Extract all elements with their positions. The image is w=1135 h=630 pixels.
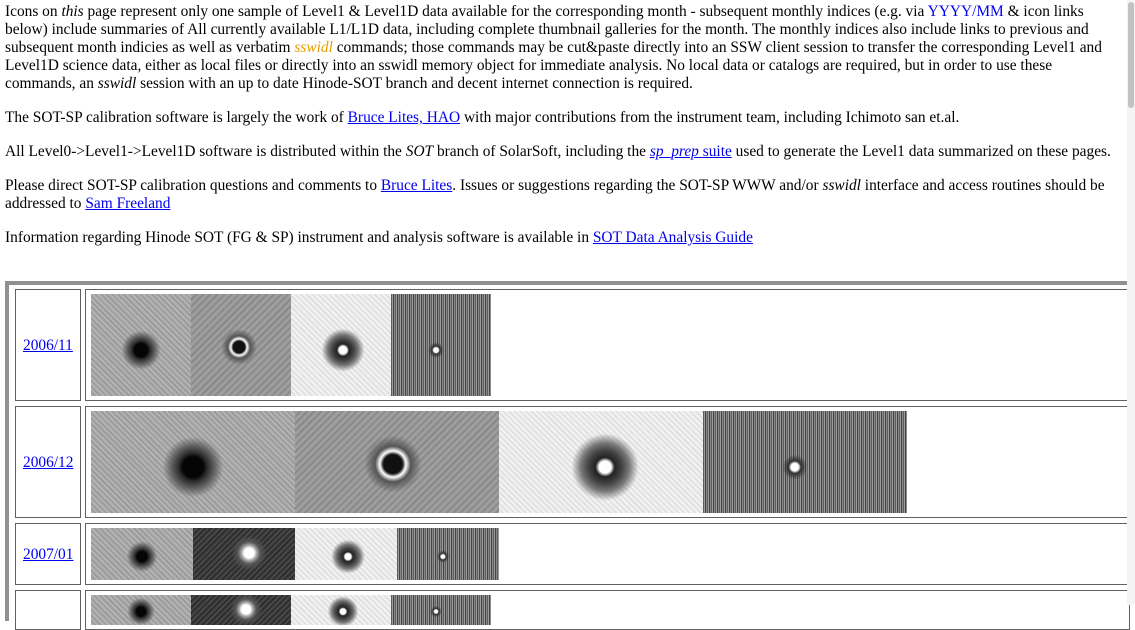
thumbnail-cell <box>85 406 1130 518</box>
text: branch of SolarSoft, including the <box>433 143 650 160</box>
text: with major contributions from the instrument team, including Ichimoto san et.al. <box>460 109 960 126</box>
text: The SOT-SP calibration software is largely the work of <box>5 109 348 126</box>
thumbnail-velocity[interactable] <box>391 595 491 625</box>
thumbnail-cell <box>85 523 1130 585</box>
intro-paragraph-3 <box>5 143 1117 161</box>
month-link-2006-11[interactable]: 2006/11 <box>23 337 73 354</box>
sswidl-keyword: sswidl <box>822 177 861 194</box>
month-link-2006-12[interactable]: 2006/12 <box>23 454 74 471</box>
text: used to generate the Level1 data summarized on these pages. <box>731 143 1111 160</box>
sswidl-keyword: sswidl <box>294 39 333 56</box>
intro-text <box>5 3 1117 263</box>
thumbnail-velocity[interactable] <box>391 294 491 396</box>
thumbnail-intensity[interactable] <box>91 595 191 625</box>
month-cell <box>15 406 81 518</box>
sot-data-analysis-guide-link[interactable]: SOT Data Analysis Guide <box>592 229 753 246</box>
yyyy-mm-link[interactable]: YYYY/MM <box>927 3 1004 20</box>
thumbnail-polarization[interactable] <box>499 411 703 513</box>
bruce-lites-hao-link[interactable]: Bruce Lites, HAO <box>347 109 461 126</box>
sp-prep-suite-link[interactable] <box>650 143 732 160</box>
month-cell <box>15 590 81 630</box>
sswidl-keyword: sswidl <box>97 75 137 92</box>
text: & icon links below) include summaries of All currently available L1/L1D data, including complete thumbnail galleries for the month. The monthly indices also include links to previous and subsequent month indicies as well as verbatim <box>5 3 1089 56</box>
thumbnail-intensity[interactable] <box>91 411 295 513</box>
text: page represent only one sample of Level1 & Level1D data available for the corresponding month - subsequent monthly indices (e.g. via <box>83 3 928 20</box>
intro-paragraph-2 <box>5 109 1117 127</box>
text: session with an up to date Hinode-SOT branch and decent internet connection is required. <box>136 75 693 92</box>
text: Information regarding Hinode SOT (FG & SP) instrument and analysis software is available in <box>5 229 593 246</box>
month-cell <box>15 289 81 401</box>
thumbnail-velocity[interactable] <box>397 528 499 580</box>
emphasis-this: this <box>61 3 84 20</box>
month-cell <box>15 523 81 585</box>
sam-freeland-link[interactable]: Sam Freeland <box>85 195 171 212</box>
thumbnail-magnetogram[interactable] <box>295 411 499 513</box>
thumbnail-intensity[interactable] <box>91 294 191 396</box>
text: interface and access routines should be addressed to <box>5 177 1105 212</box>
thumbnail-intensity[interactable] <box>91 528 193 580</box>
bruce-lites-link[interactable]: Bruce Lites <box>380 177 453 194</box>
monthly-gallery-table <box>5 281 1131 621</box>
scrollbar-thumb[interactable] <box>1128 2 1134 108</box>
intro-paragraph-4 <box>5 177 1117 213</box>
text: All Level0->Level1->Level1D software is distributed within the <box>5 143 406 160</box>
vertical-scrollbar[interactable] <box>1127 0 1135 605</box>
month-link-2007-01[interactable]: 2007/01 <box>23 546 74 563</box>
thumbnail-cell <box>85 289 1130 401</box>
text: . Issues or suggestions regarding the SOT-SP WWW and/or <box>452 177 823 194</box>
text: Please direct SOT-SP calibration questions and comments to <box>5 177 381 194</box>
thumbnail-velocity[interactable] <box>703 411 907 513</box>
sp-prep-text: sp_prep <box>649 143 699 160</box>
intro-paragraph-5 <box>5 229 1117 247</box>
suite-text: suite <box>702 143 732 160</box>
thumbnail-magnetogram[interactable] <box>193 528 295 580</box>
thumbnail-polarization[interactable] <box>295 528 397 580</box>
text: commands; those commands may be cut&paste directly into an SSW client session to transfer the corresponding Level1 and Level1D science data, either as local files or directly into an sswidl memory object for immediate analysis. No local data or catalogs are required, but in order to use these commands, an <box>5 39 1102 92</box>
thumbnail-magnetogram[interactable] <box>191 294 291 396</box>
thumbnail-polarization[interactable] <box>291 294 391 396</box>
thumbnail-cell <box>85 590 1130 630</box>
thumbnail-polarization[interactable] <box>291 595 391 625</box>
text: Icons on <box>5 3 62 20</box>
thumbnail-magnetogram[interactable] <box>191 595 291 625</box>
sot-keyword: SOT <box>405 143 434 160</box>
intro-paragraph-1 <box>5 3 1117 93</box>
